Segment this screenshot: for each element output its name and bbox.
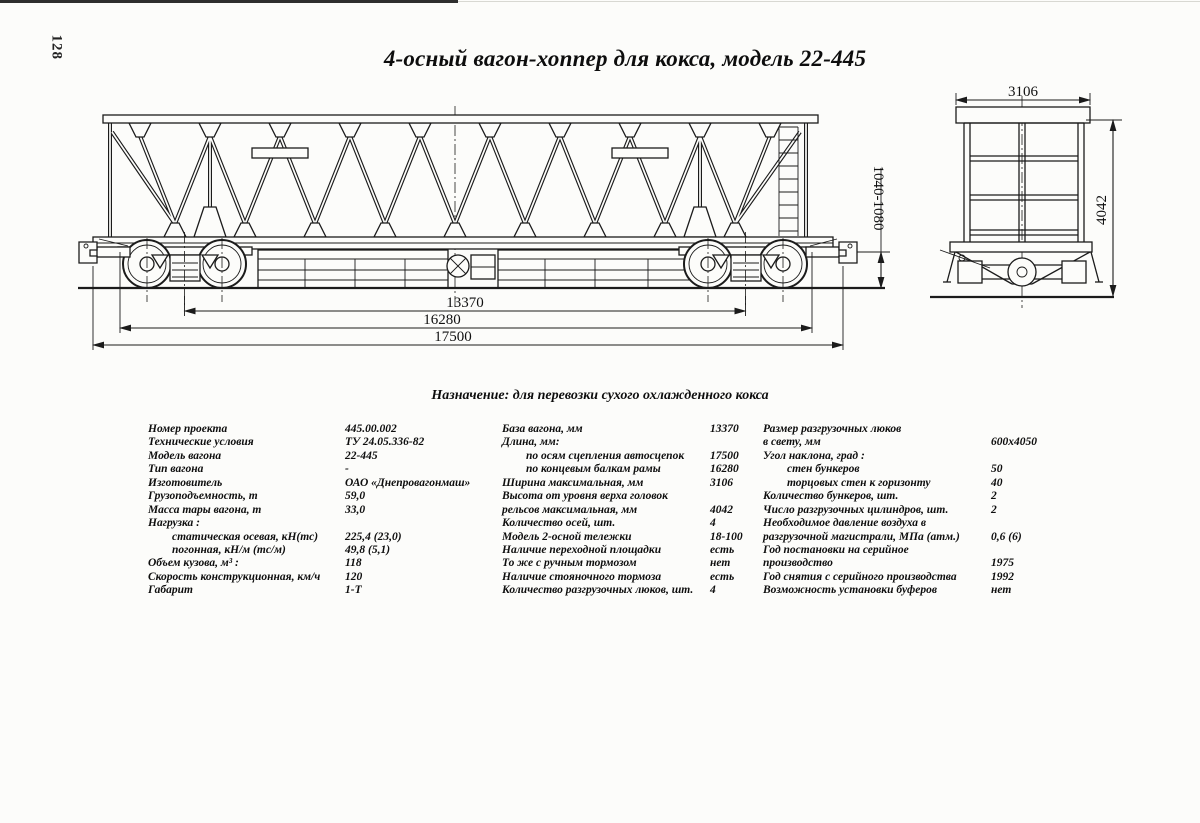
spec-label: стен бункеров — [787, 463, 860, 476]
spec-label: Длина, мм: — [502, 436, 560, 449]
spec-value: 445.00.002 — [345, 423, 397, 435]
spec-row — [148, 477, 493, 490]
spec-label: Размер разгрузочных люков — [763, 423, 902, 435]
spec-label: торцовых стен к горизонту — [787, 476, 931, 489]
spec-row — [763, 557, 1093, 570]
purpose-line: Назначение: для перевозки сухого охлажденного кокса — [431, 388, 769, 403]
spec-label: по осям сцепления автосцепок — [526, 449, 685, 462]
post-pedestal-left — [194, 207, 226, 237]
spec-value: 1-Т — [345, 584, 362, 597]
spec-value: 40 — [991, 476, 1003, 489]
spec-label: рельсов максимальная, мм — [502, 503, 638, 516]
roof-cap — [956, 107, 1090, 123]
spec-label: Ширина максимальная, мм — [502, 476, 644, 489]
spec-row — [502, 584, 802, 597]
side-view — [78, 106, 890, 350]
spec-label: Высота от уровня верха головок — [502, 490, 668, 503]
spec-label: Количество осей, шт. — [502, 517, 616, 530]
spec-col-3 — [763, 423, 1093, 598]
spec-value: ТУ 24.05.336-82 — [345, 436, 425, 449]
spec-value: 120 — [345, 570, 363, 583]
end-wheelset — [940, 250, 1086, 286]
spec-value: 22-445 — [345, 449, 378, 462]
spec-label: То же с ручным тормозом — [502, 557, 637, 570]
spec-label: Номер проекта — [148, 423, 228, 435]
spec-row — [502, 504, 802, 517]
spec-row — [763, 450, 1093, 463]
spec-label: Нагрузка : — [148, 517, 200, 530]
spec-value: 600x4050 — [991, 436, 1037, 449]
spec-value: 4 — [710, 584, 716, 597]
spec-label: в свету, мм — [763, 436, 821, 449]
spec-label: Габарит — [148, 584, 193, 597]
spec-value: ОАО «Днепровагонмаш» — [345, 476, 471, 489]
spec-row — [502, 517, 802, 530]
cross-brace-left — [252, 148, 308, 158]
spec-value: нет — [991, 584, 1012, 597]
spec-row — [763, 571, 1093, 584]
spec-row — [763, 436, 1093, 449]
top-chord — [103, 115, 818, 123]
spec-label: разгрузочной магистрали, МПа (атм.) — [763, 530, 960, 543]
spec-label: Год снятия с серийного производства — [763, 570, 957, 583]
spec-row — [148, 584, 493, 597]
spec-label: Модель 2-осной тележки — [502, 530, 632, 543]
discharge-hoppers — [258, 250, 700, 288]
spec-row — [502, 544, 802, 557]
end-ladder — [779, 127, 798, 236]
spec-value: 2 — [991, 490, 997, 503]
spec-value: есть — [710, 570, 735, 583]
spec-row — [502, 490, 802, 503]
spec-label: Наличие переходной площадки — [502, 543, 662, 556]
spec-row — [148, 571, 493, 584]
post-pedestal-right — [684, 207, 716, 237]
spec-row — [763, 423, 1093, 436]
spec-label: Наличие стояночного тормоза — [502, 570, 662, 583]
spec-value: 59,0 — [345, 490, 366, 503]
spec-value: 1992 — [991, 570, 1014, 583]
dim-coupler-height: 1040-1080 — [870, 165, 886, 231]
spec-value: 118 — [345, 557, 362, 570]
bottom-funnel-nodes — [164, 223, 746, 237]
spec-row — [502, 450, 802, 463]
spec-row — [502, 571, 802, 584]
page-number: 128 — [48, 34, 65, 60]
spec-label: Скорость конструкционная, км/ч — [148, 570, 321, 583]
spec-value: 49,8 (5,1) — [345, 543, 391, 556]
spec-label: статическая осевая, кН(тс) — [172, 530, 319, 543]
spec-row — [502, 436, 802, 449]
spec-label: Год постановки на серийное — [763, 543, 909, 556]
spec-label: Модель вагона — [148, 449, 222, 462]
spec-label: Объем кузова, м³ : — [148, 557, 239, 570]
end-body — [964, 123, 1084, 242]
spec-label: Количество разгрузочных люков, шт. — [502, 584, 694, 597]
spec-value: есть — [710, 543, 735, 556]
spec-row — [502, 477, 802, 490]
spec-row — [148, 490, 493, 503]
spec-row — [502, 423, 802, 436]
spec-row — [502, 463, 802, 476]
spec-value: 17500 — [710, 449, 739, 462]
spec-value: 4042 — [710, 503, 733, 516]
spec-row — [148, 463, 493, 476]
spec-col-1 — [148, 423, 493, 598]
spec-value: 33,0 — [345, 503, 366, 516]
end-frame-beam — [950, 242, 1092, 252]
cross-brace-right — [612, 148, 668, 158]
spec-value: 225,4 (23,0) — [345, 530, 402, 543]
spec-row — [148, 504, 493, 517]
spec-label: Возможность установки буферов — [763, 584, 938, 597]
spec-value: 18-100 — [710, 530, 743, 543]
spec-value: 3106 — [710, 476, 733, 489]
dim-bogie-base: 13370 — [446, 295, 484, 311]
spec-label: Угол наклона, град : — [763, 449, 865, 462]
dim-length-frame: 16280 — [423, 312, 461, 328]
end-view — [930, 84, 1122, 308]
spec-value: 50 — [991, 463, 1003, 476]
spec-row — [763, 517, 1093, 530]
spec-value: 16280 — [710, 463, 739, 476]
spec-row — [763, 490, 1093, 503]
spec-row — [763, 544, 1093, 557]
spec-value: нет — [710, 557, 731, 570]
spec-row — [763, 463, 1093, 476]
spec-row — [148, 531, 493, 544]
spec-row — [763, 504, 1093, 517]
spec-label: по концевым балкам рамы — [526, 463, 661, 476]
spec-label: Количество бункеров, шт. — [763, 490, 899, 503]
spec-row — [148, 544, 493, 557]
spec-label: Технические условия — [148, 436, 254, 449]
spec-row — [148, 450, 493, 463]
spec-value: 2 — [991, 503, 997, 516]
spec-row — [148, 517, 493, 530]
spec-value: 1975 — [991, 557, 1014, 570]
spec-col-2 — [502, 423, 802, 598]
spec-row — [763, 531, 1093, 544]
dim-width: 3106 — [1008, 84, 1038, 100]
spec-value: - — [345, 463, 349, 476]
spec-row — [763, 477, 1093, 490]
spec-label: База вагона, мм — [502, 423, 583, 435]
spec-row — [148, 423, 493, 436]
spec-label: погонная, кН/м (тс/м) — [172, 543, 286, 556]
spec-row — [763, 584, 1093, 597]
spec-value: 4 — [710, 517, 716, 530]
spec-row — [502, 531, 802, 544]
dim-length-couplers: 17500 — [434, 329, 472, 345]
technical-drawing — [0, 0, 1200, 380]
dim-height: 4042 — [1094, 195, 1110, 225]
spec-label: Число разгрузочных цилиндров, шт. — [763, 503, 949, 516]
spec-label: Необходимое давление воздуха в — [763, 517, 927, 530]
spec-label: Масса тары вагона, т — [148, 503, 262, 516]
spec-value: 13370 — [710, 423, 739, 435]
spec-row — [502, 557, 802, 570]
spec-label: производство — [763, 557, 833, 570]
spec-label: Грузоподъемность, т — [148, 490, 258, 503]
page-title: 4-осный вагон-хоппер для кокса, модель 22-445 — [383, 46, 867, 71]
spec-row — [148, 557, 493, 570]
spec-label: Изготовитель — [148, 476, 223, 489]
spec-value: 0,6 (6) — [991, 530, 1022, 543]
spec-label: Тип вагона — [148, 463, 204, 476]
spec-row — [148, 436, 493, 449]
